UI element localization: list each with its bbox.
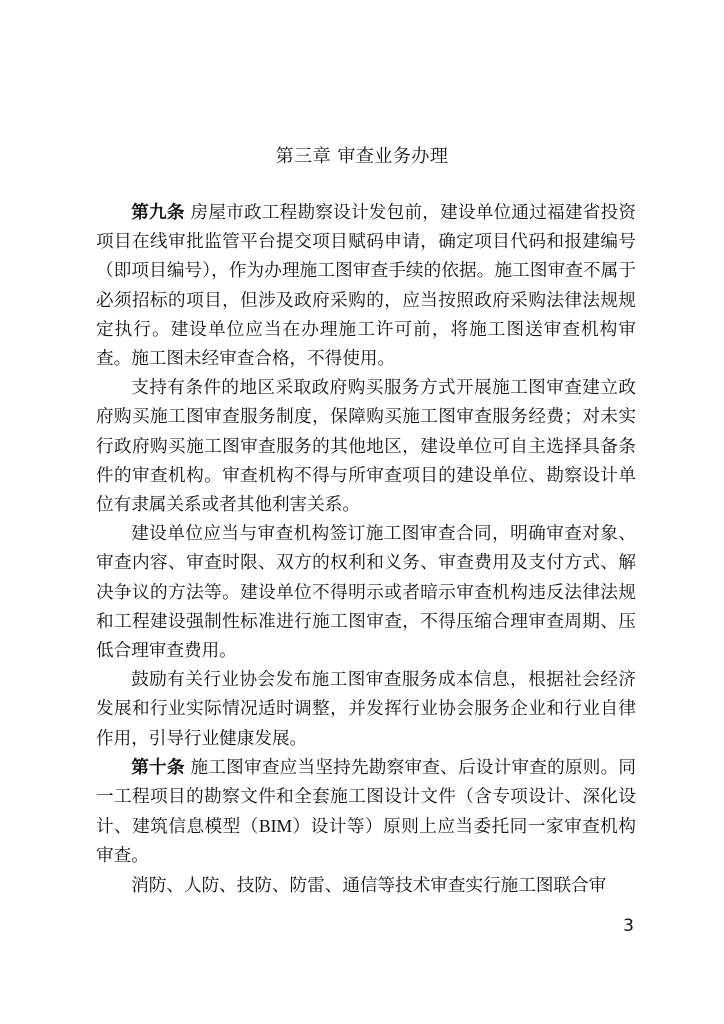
paragraph <box>96 520 636 666</box>
article-label: 第九条 <box>131 203 185 223</box>
chapter-title: 第三章 审查业务办理 <box>275 146 449 167</box>
paragraph-text: 消防、人防、技防、防雷、通信等技术审查实行施工图联合审 <box>131 875 607 896</box>
paragraph <box>96 666 636 754</box>
article-10-paragraph <box>96 754 636 872</box>
article-9-paragraph <box>96 199 636 374</box>
paragraph <box>96 374 636 520</box>
bim-abbreviation: BIM <box>258 816 293 837</box>
body-text <box>96 199 636 901</box>
paragraph-text: 房屋市政工程勘察设计发包前，建设单位通过福建省投资项目在线审批监管平台提交项目赋码申请，确定项目代码和报建编号（即项目编号），作为办理施工图审查手续的依据。施工图审查不属于必须招标的项目，但涉及政府采购的，应当按照政府采购法律法规规定执行。建设单位应当在办理施工许可前，将施工图送审查机构审查。施工图未经审查合格，不得使用。 <box>96 203 636 370</box>
page-number: 3 <box>623 916 634 936</box>
paragraph-text: 施工图审查应当坚持先勘察审查、后设计审查的原则。同一工程项目的勘察文件和全套施工图设计文件（含专项设计、深化设计、建筑信息模型（ <box>96 757 636 838</box>
paragraph-text: ）设计等）原则上应当委托同一家审查机构审查。 <box>96 817 636 867</box>
paragraph-text: 支持有条件的地区采取政府购买服务方式开展施工图审查建立政府购买施工图审查服务制度，保障购买施工图审查服务经费；对未实行政府购买施工图审查服务的其他地区，建设单位可自主选择具备条件的审查机构。审查机构不得与所审查项目的建设单位、勘察设计单位有隶属关系或者其他利害关系。 <box>96 378 636 516</box>
paragraph <box>96 872 636 901</box>
article-label: 第十条 <box>131 757 185 778</box>
paragraph-text: 建设单位应当与审查机构签订施工图审查合同，明确审查对象、审查内容、审查时限、双方的权利和义务、审查费用及支付方式、解决争议的方法等。建设单位不得明示或者暗示审查机构违反法律法规和工程建设强制性标准进行施工图审查，不得压缩合理审查周期、压低合理审查费用。 <box>96 524 636 662</box>
paragraph-text: 鼓励有关行业协会发布施工图审查服务成本信息，根据社会经济发展和行业实际情况适时调整，并发挥行业协会服务企业和行业自律作用，引导行业健康发展。 <box>96 670 636 749</box>
